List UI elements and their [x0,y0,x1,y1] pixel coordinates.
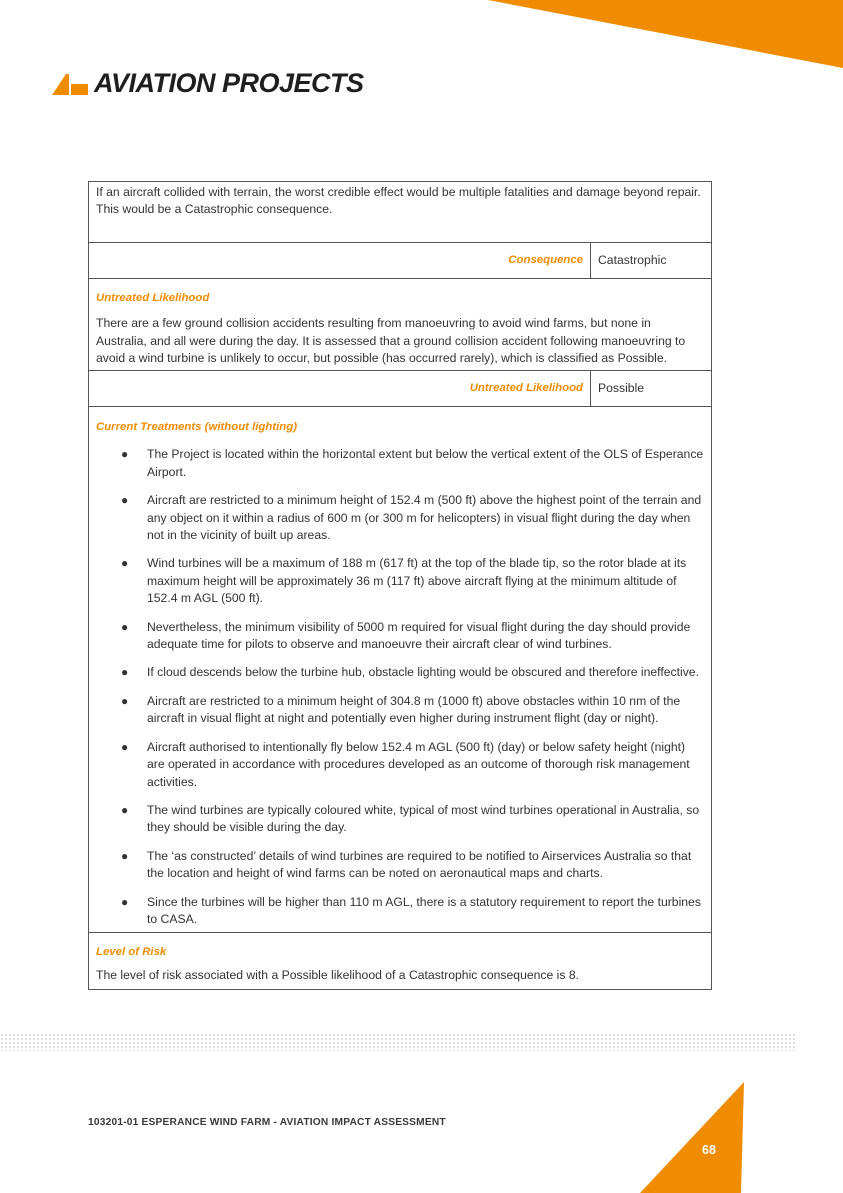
untreated-likelihood-row [89,279,712,371]
treatments-list [96,446,704,928]
footer-document-title: 103201-01 ESPERANCE WIND FARM - AVIATION IMPACT ASSESSMENT [88,1117,446,1128]
bullet-icon: ● [121,619,129,634]
treatment-item: ● The ‘as constructed’ details of wind turbines are required to be notified to Airservices Australia so that the location and height of wind farms can be noted on aeronautical maps and charts. [121,848,692,881]
treatment-item: ● Since the turbines will be higher than 110 m AGL, there is a statutory requirement to report the turbines to CASA. [121,894,701,926]
consequence-description: If an aircraft collided with terrain, the worst credible effect would be multiple fatalities and damage beyond repair. This would be a Catastrophic consequence. [96,185,701,217]
treatment-item: ● The wind turbines are typically coloured white, typical of most wind turbines operational in Australia, so they should be visible during the day. [121,802,700,835]
level-of-risk-description: The level of risk associated with a Possible likelihood of a Catastrophic consequence is 8. [96,968,580,983]
likelihood-row [89,371,712,407]
treatment-item: ● Nevertheless, the minimum visibility of 5000 m required for visual flight during the day should provide adequate time for pilots to observe and manoeuvre their aircraft clear of wind turbines. [121,619,691,652]
bullet-icon: ● [121,493,129,508]
level-of-risk-heading: Level of Risk [96,946,167,958]
bullet-icon: ● [121,802,129,817]
treatment-item: ● Wind turbines will be a maximum of 188 m (617 ft) at the top of the blade tip, so the rotor blade at its maximum height will be approximately 36 m (117 ft) above aircraft flying at the minimum altitude of 152.4 m AGL (500 ft). [121,556,687,606]
current-treatments-heading: Current Treatments (without lighting) [96,421,298,433]
treatment-item: ● The Project is located within the horizontal extent but below the vertical extent of the OLS of Esperance Airport. [121,447,704,479]
consequence-row [89,243,712,279]
untreated-likelihood-heading: Untreated Likelihood [96,292,210,304]
treatment-item: ● If cloud descends below the turbine hub, obstacle lighting would be obscured and therefore ineffective. [96,664,704,681]
bullet-icon: ● [121,556,129,571]
consequence-value: Catastrophic [598,252,667,267]
page-corner-decoration [640,1080,843,1193]
bullet-icon: ● [121,693,129,708]
untreated-likelihood-value: Possible [598,380,645,395]
consequence-label: Consequence [508,254,583,267]
company-logo [52,66,364,100]
logo-text: AVIATION PROJECTS [94,68,364,98]
level-of-risk-row [89,933,712,990]
bullet-icon: ● [121,447,129,462]
logo-mark-icon [52,68,90,98]
untreated-likelihood-description: There are a few ground collision accidents resulting from manoeuvring to avoid wind farms, but none in Australia, and all were during the day. It is assessed that a ground collision accident following manoeuvring to avoid a wind turbine is unlikely to occur, but possible (has occurred rarely), which is classified as Possible. [96,316,686,366]
bullet-icon: ● [121,848,129,863]
dotted-divider [0,1033,795,1051]
consequence-description-row [89,182,712,243]
risk-assessment-table [88,181,712,990]
treatment-item: ● Aircraft are restricted to a minimum height of 304.8 m (1000 ft) above obstacles within 10 nm of the aircraft in visual flight at night and potentially even higher during instrument flight (day or night). [121,693,681,726]
bullet-icon: ● [121,665,129,680]
untreated-likelihood-label: Untreated Likelihood [469,382,583,395]
bullet-icon: ● [121,894,129,909]
page-number: 68 [702,1143,716,1157]
current-treatments-row [89,407,712,933]
treatment-item: ● Aircraft authorised to intentionally fly below 152.4 m AGL (500 ft) (day) or below safety height (night) are operated in accordance with procedures developed as an outcome of thorough risk management activities. [121,739,690,789]
bullet-icon: ● [121,739,129,754]
treatment-item: ● Aircraft are restricted to a minimum height of 152.4 m (500 ft) above the highest point of the terrain and any object on it within a radius of 600 m (or 300 m for helicopters) in visual flight during the day when not in the vicinity of built up areas. [121,493,702,543]
